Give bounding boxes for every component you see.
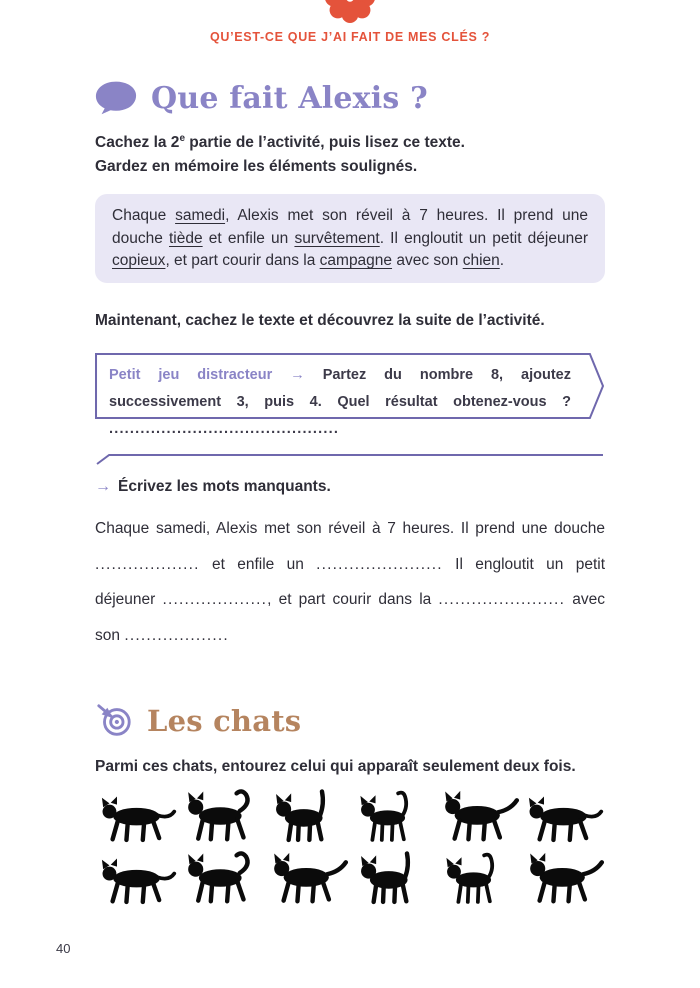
- activity-que-fait-alexis: [95, 80, 605, 654]
- text-segment: Chaque samedi, Alexis met son réveil à 7 heures. Il prend une douche: [95, 520, 605, 538]
- u-segment: chien: [462, 251, 500, 269]
- text-segment: . Il engloutit un petit déjeuner: [379, 229, 588, 247]
- cat-tailcurl-silhouette: [180, 849, 263, 907]
- activity2-title-row: [95, 702, 605, 740]
- dots-segment: ...................: [124, 627, 229, 644]
- u-segment: tiède: [169, 229, 203, 247]
- distractor-text: [95, 353, 605, 442]
- text-segment: , et part courir dans la: [165, 251, 320, 269]
- divider-flourish-line: [95, 452, 605, 466]
- purple-arrow-segment: →: [290, 367, 323, 384]
- text-segment: .: [499, 251, 505, 269]
- cat-slim-silhouette: [437, 849, 520, 907]
- activity2-instruction: Parmi ces chats, entourez celui qui apparaît seulement deux fois.: [95, 757, 576, 775]
- cats-row-1: [95, 787, 605, 845]
- u-segment: campagne: [319, 251, 393, 269]
- dots-segment: .......................: [316, 555, 443, 573]
- text-segment: Il engloutit un petit déjeuner: [95, 555, 605, 609]
- cats-row-2: [95, 849, 605, 907]
- purple-label-segment: Petit jeu distracteur: [109, 367, 291, 384]
- arrow-icon: →: [95, 477, 111, 495]
- cat-walk-silhouette: [437, 787, 520, 845]
- memory-text-box: [95, 194, 605, 283]
- target-dart-icon: [95, 702, 133, 740]
- activity1-title: Que fait Alexis ?: [151, 80, 428, 116]
- dots-segment: ...................: [162, 591, 268, 609]
- activity1-title-row: [95, 80, 605, 116]
- dots-segment: .......................: [438, 591, 566, 609]
- cat-tailup-silhouette: [266, 787, 349, 845]
- text-segment: avec son: [392, 251, 463, 269]
- cat-tailup-silhouette: [351, 849, 434, 907]
- cat-tailcurl-silhouette: [180, 787, 263, 845]
- activity2-title: Les chats: [147, 703, 302, 738]
- sup-segment: e: [179, 133, 185, 144]
- u-segment: copieux: [112, 251, 166, 269]
- text-segment: Chaque: [112, 207, 176, 225]
- text-segment: Partez du nombre 8, ajoutez successivement 3, puis 4. Quel résultat obtenez-vous ?: [109, 367, 571, 410]
- activity1-instruction: [95, 131, 605, 179]
- flower-ornament: [313, 0, 387, 26]
- speech-bubble-icon: [95, 80, 137, 116]
- activity-les-chats: [95, 702, 605, 907]
- text-segment: Cachez la 2: [95, 134, 180, 152]
- page-header-title: QU’EST-CE QUE J’AI FAIT DE MES CLÉS ?: [209, 30, 491, 44]
- cat-slim-silhouette: [351, 787, 434, 845]
- text-segment: partie de l’activité, puis lisez ce texte.: [185, 134, 465, 152]
- text-segment: , Alexis met son réveil à 7 heures. Il prend une douche: [112, 207, 588, 247]
- cat-prowl-silhouette: [522, 787, 605, 845]
- page-content: [0, 80, 700, 907]
- dots-segment: ............................................: [109, 420, 340, 437]
- cat-prowl-silhouette: [95, 849, 178, 907]
- text-segment: Gardez en mémoire les éléments soulignés.: [95, 158, 418, 176]
- write-missing-words-instruction: [95, 478, 605, 496]
- activity1-instruction2: Maintenant, cachez le texte et découvrez la suite de l’activité.: [95, 312, 545, 330]
- u-segment: survêtement: [294, 229, 380, 247]
- text-segment: et enfile un: [202, 229, 295, 247]
- cat-prowl-silhouette: [95, 787, 178, 845]
- fill-in-paragraph: [95, 511, 605, 654]
- cat-walk-silhouette: [522, 849, 605, 907]
- write-missing-words-label: Écrivez les mots manquants.: [118, 477, 331, 495]
- distractor-game-box: [95, 353, 605, 442]
- dots-segment: ...................: [95, 555, 200, 573]
- cat-walk-silhouette: [266, 849, 349, 907]
- text-segment: , et part courir dans la: [267, 591, 439, 609]
- text-segment: et enfile un: [199, 555, 317, 573]
- u-segment: samedi: [175, 207, 226, 225]
- page-number: 40: [56, 941, 71, 956]
- text-segment: avec son: [95, 591, 605, 644]
